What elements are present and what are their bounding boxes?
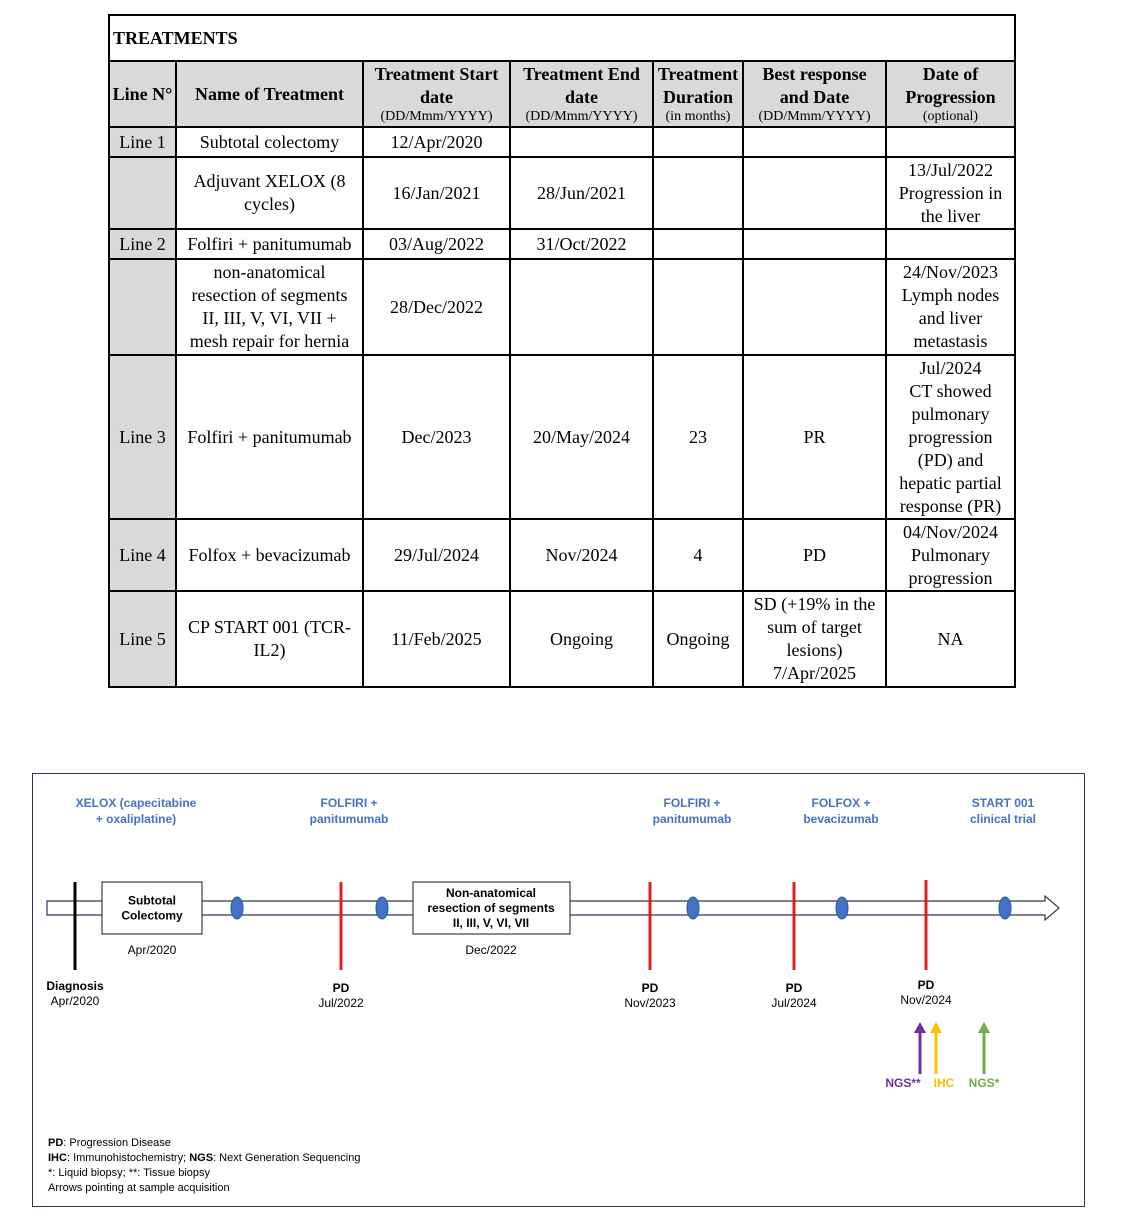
cell-text: Line 1 [119, 131, 166, 152]
cell-text: 12/Apr/2020 [390, 131, 483, 152]
cell-text: mesh repair for hernia [189, 331, 350, 351]
cell-text: resection of segments [191, 285, 348, 305]
treatment-marker [231, 897, 243, 919]
cell-treatment-name [176, 355, 363, 519]
cell-text: response (PR) [899, 495, 1002, 516]
cell-line-number [109, 229, 176, 259]
cell-text: 13/Jul/2022 [908, 159, 994, 180]
treatment-marker [836, 897, 848, 919]
cell-end-date [510, 127, 653, 157]
legend-text: *: Liquid biopsy; **: Tissue biopsy [48, 1167, 211, 1179]
legend-text: Arrows pointing at sample acquisition [48, 1182, 230, 1194]
sample-label: NGS* [968, 1076, 1000, 1090]
treatment-label: START 001 [971, 796, 1035, 810]
sample-arrowhead [930, 1022, 942, 1033]
pd-date: Nov/2024 [900, 993, 952, 1007]
legend-line [48, 1137, 171, 1149]
cell-text: cycles) [244, 194, 295, 214]
treatment-label: clinical trial [969, 812, 1037, 826]
cell-treatment-name [176, 127, 363, 157]
surgery-label: II, III, V, VI, VII [452, 916, 530, 930]
header-text: Date of [922, 64, 979, 84]
cell-text: Folfiri + panitumumab [187, 233, 352, 254]
table-row [109, 259, 1015, 355]
surgery-label: Subtotal [128, 893, 176, 908]
cell-text: 28/Dec/2022 [390, 296, 483, 317]
header-best-response [743, 61, 886, 127]
timeline-panel [32, 773, 1085, 1207]
treatment-label: FOLFOX + [811, 796, 871, 810]
cell-text: SD (+19% in the [753, 594, 876, 614]
cell-duration [653, 591, 743, 687]
cell-text: IL2) [253, 640, 286, 660]
cell-duration [653, 127, 743, 157]
cell-treatment-name [176, 259, 363, 355]
header-text: Treatment Start [374, 64, 499, 84]
surgery-date: Dec/2022 [465, 943, 517, 957]
sample-arrowhead [914, 1022, 926, 1033]
cell-text: and liver [918, 308, 983, 328]
cell-best-response [743, 355, 886, 519]
cell-best-response [743, 127, 886, 157]
legend-text: : Progression Disease [63, 1137, 171, 1149]
treatment-label: panitumumab [652, 812, 732, 826]
cell-text: 4 [693, 544, 703, 565]
cell-best-response [743, 259, 886, 355]
cell-text: PD [802, 544, 826, 565]
header-format-hint: (DD/Mmm/YYYY) [525, 109, 638, 124]
cell-text: Adjuvant XELOX (8 [193, 171, 346, 191]
cell-progression-date [886, 355, 1015, 519]
pd-label: PD [641, 981, 659, 995]
treatments-table [108, 14, 1016, 688]
cell-start-date [363, 519, 510, 591]
cell-best-response [743, 519, 886, 591]
cell-text: metastasis [913, 331, 988, 351]
legend-text: PD [48, 1137, 64, 1149]
pd-date: Jul/2024 [771, 996, 817, 1010]
cell-text: 20/May/2024 [533, 426, 630, 447]
table-row [109, 591, 1015, 687]
cell-text: 28/Jun/2021 [536, 182, 626, 203]
cell-text: Line 2 [119, 233, 166, 254]
cell-end-date [510, 355, 653, 519]
cell-duration [653, 157, 743, 229]
surgery-date: Apr/2020 [127, 943, 177, 957]
header-progression-date [886, 61, 1015, 127]
legend-text: : Next Generation Sequencing [213, 1152, 361, 1164]
cell-text: Progression in [898, 182, 1003, 203]
legend-text: NGS [189, 1152, 214, 1164]
header-end-date [510, 61, 653, 127]
header-text: Best response [762, 64, 867, 84]
cell-best-response [743, 157, 886, 229]
cell-text: 24/Nov/2023 [903, 262, 999, 282]
cell-text: hepatic partial [899, 472, 1002, 493]
cell-text: Folfox + bevacizumab [188, 544, 351, 565]
header-text: Duration [662, 87, 733, 107]
header-format-hint: (DD/Mmm/YYYY) [758, 109, 871, 124]
cell-text: 04/Nov/2024 [903, 521, 999, 542]
cell-text: Ongoing [550, 628, 613, 649]
treatment-label: bevacizumab [803, 812, 879, 826]
table-row [109, 355, 1015, 519]
header-text: date [565, 87, 598, 107]
cell-text: Dec/2023 [401, 426, 472, 447]
cell-text: 29/Jul/2024 [393, 544, 479, 565]
cell-progression-date [886, 157, 1015, 229]
table-title: TREATMENTS [109, 15, 1015, 61]
header-text: Treatment [657, 64, 739, 84]
cell-text: lesions) [786, 640, 843, 660]
cell-line-number [109, 259, 176, 355]
cell-start-date [363, 355, 510, 519]
header-start-date [363, 61, 510, 127]
cell-text: Line 3 [119, 426, 166, 447]
cell-text: CT showed [909, 380, 992, 401]
surgery-label: Colectomy [121, 908, 183, 923]
cell-treatment-name [176, 591, 363, 687]
cell-text: Jul/2024 [919, 357, 982, 378]
cell-text: PR [803, 426, 826, 447]
cell-text: Ongoing [666, 628, 730, 649]
legend-text: : Immunohistochemistry; [66, 1152, 190, 1164]
header-text: and Date [779, 87, 850, 107]
diagnosis-date: Apr/2020 [50, 994, 100, 1008]
cell-text: Folfiri + panitumumab [187, 426, 352, 447]
cell-end-date [510, 229, 653, 259]
pd-label: PD [332, 981, 350, 995]
cell-line-number [109, 157, 176, 229]
cell-text: II, III, V, VI, VII + [202, 308, 337, 328]
cell-text: Nov/2024 [545, 544, 618, 565]
cell-text: (PD) and [917, 449, 984, 470]
legend-line [48, 1152, 360, 1164]
cell-duration [653, 519, 743, 591]
cell-start-date [363, 591, 510, 687]
cell-best-response [743, 229, 886, 259]
treatment-label: panitumumab [309, 812, 389, 826]
header-format-hint: (in months) [665, 109, 731, 124]
header-text: Treatment End [523, 64, 640, 84]
cell-start-date [363, 259, 510, 355]
treatment-marker [999, 897, 1011, 919]
cell-progression-date [886, 127, 1015, 157]
cell-end-date [510, 519, 653, 591]
cell-line-number [109, 127, 176, 157]
header-format-hint: (DD/Mmm/YYYY) [380, 109, 493, 124]
header-treatment-name [176, 61, 363, 127]
treatment-marker [687, 897, 699, 919]
cell-duration [653, 355, 743, 519]
cell-end-date [510, 157, 653, 229]
header-text: Name of Treatment [195, 83, 344, 104]
cell-text: Subtotal colectomy [199, 131, 340, 152]
cell-text: 16/Jan/2021 [392, 182, 481, 203]
diagnosis-label: Diagnosis [46, 979, 104, 993]
pd-label: PD [785, 981, 803, 995]
cell-text: Lymph nodes [901, 285, 1000, 305]
table-row [109, 519, 1015, 591]
cell-treatment-name [176, 519, 363, 591]
cell-text: 7/Apr/2025 [773, 663, 856, 683]
cell-text: NA [937, 628, 964, 649]
surgery-label: resection of segments [427, 901, 555, 915]
cell-progression-date [886, 591, 1015, 687]
cell-text: progression [908, 426, 993, 447]
cell-best-response [743, 591, 886, 687]
cell-duration [653, 259, 743, 355]
cell-start-date [363, 229, 510, 259]
pd-date: Nov/2023 [624, 996, 676, 1010]
treatment-label: + oxaliplatine) [95, 812, 177, 826]
cell-text: Line 5 [119, 628, 166, 649]
treatment-label: FOLFIRI + [320, 796, 378, 810]
cell-progression-date [886, 259, 1015, 355]
table-header-row [109, 61, 1015, 127]
surgery-label: Non-anatomical [445, 886, 537, 900]
header-text: Line N° [112, 83, 173, 104]
treatment-label: FOLFIRI + [663, 796, 721, 810]
cell-text: progression [908, 567, 993, 588]
cell-line-number [109, 591, 176, 687]
header-duration [653, 61, 743, 127]
header-format-hint: (optional) [922, 109, 979, 124]
cell-text: sum of target [767, 617, 862, 637]
cell-start-date [363, 157, 510, 229]
cell-start-date [363, 127, 510, 157]
sample-arrowhead [978, 1022, 990, 1033]
table-body [109, 127, 1015, 687]
pd-label: PD [917, 978, 935, 992]
pd-date: Jul/2022 [318, 996, 364, 1010]
header-text: date [420, 87, 453, 107]
cell-text: 31/Oct/2022 [536, 233, 627, 254]
sample-label: NGS** [885, 1076, 921, 1090]
cell-text: CP START 001 (TCR- [187, 617, 351, 637]
cell-line-number [109, 519, 176, 591]
cell-progression-date [886, 519, 1015, 591]
header-line-number [109, 61, 176, 127]
legend-text: IHC [48, 1152, 67, 1164]
timeline-diagram [33, 774, 1084, 1206]
cell-progression-date [886, 229, 1015, 259]
sample-label: IHC [933, 1076, 955, 1090]
cell-text: non-anatomical [213, 262, 326, 282]
cell-end-date [510, 259, 653, 355]
cell-treatment-name [176, 229, 363, 259]
cell-duration [653, 229, 743, 259]
cell-text: 03/Aug/2022 [388, 233, 484, 254]
cell-end-date [510, 591, 653, 687]
cell-text: the liver [920, 205, 981, 226]
table-row [109, 157, 1015, 229]
cell-line-number [109, 355, 176, 519]
cell-text: 23 [689, 426, 707, 447]
treatment-label: XELOX (capecitabine [75, 796, 197, 810]
cell-text: Pulmonary [911, 544, 990, 565]
cell-text: Line 4 [119, 544, 166, 565]
header-text: Progression [905, 87, 996, 107]
cell-text: 11/Feb/2025 [391, 628, 482, 649]
table-row [109, 127, 1015, 157]
cell-treatment-name [176, 157, 363, 229]
treatment-marker [376, 897, 388, 919]
table-row [109, 229, 1015, 259]
cell-text: pulmonary [911, 403, 990, 424]
legend-line [48, 1167, 211, 1179]
legend-line [48, 1182, 230, 1194]
